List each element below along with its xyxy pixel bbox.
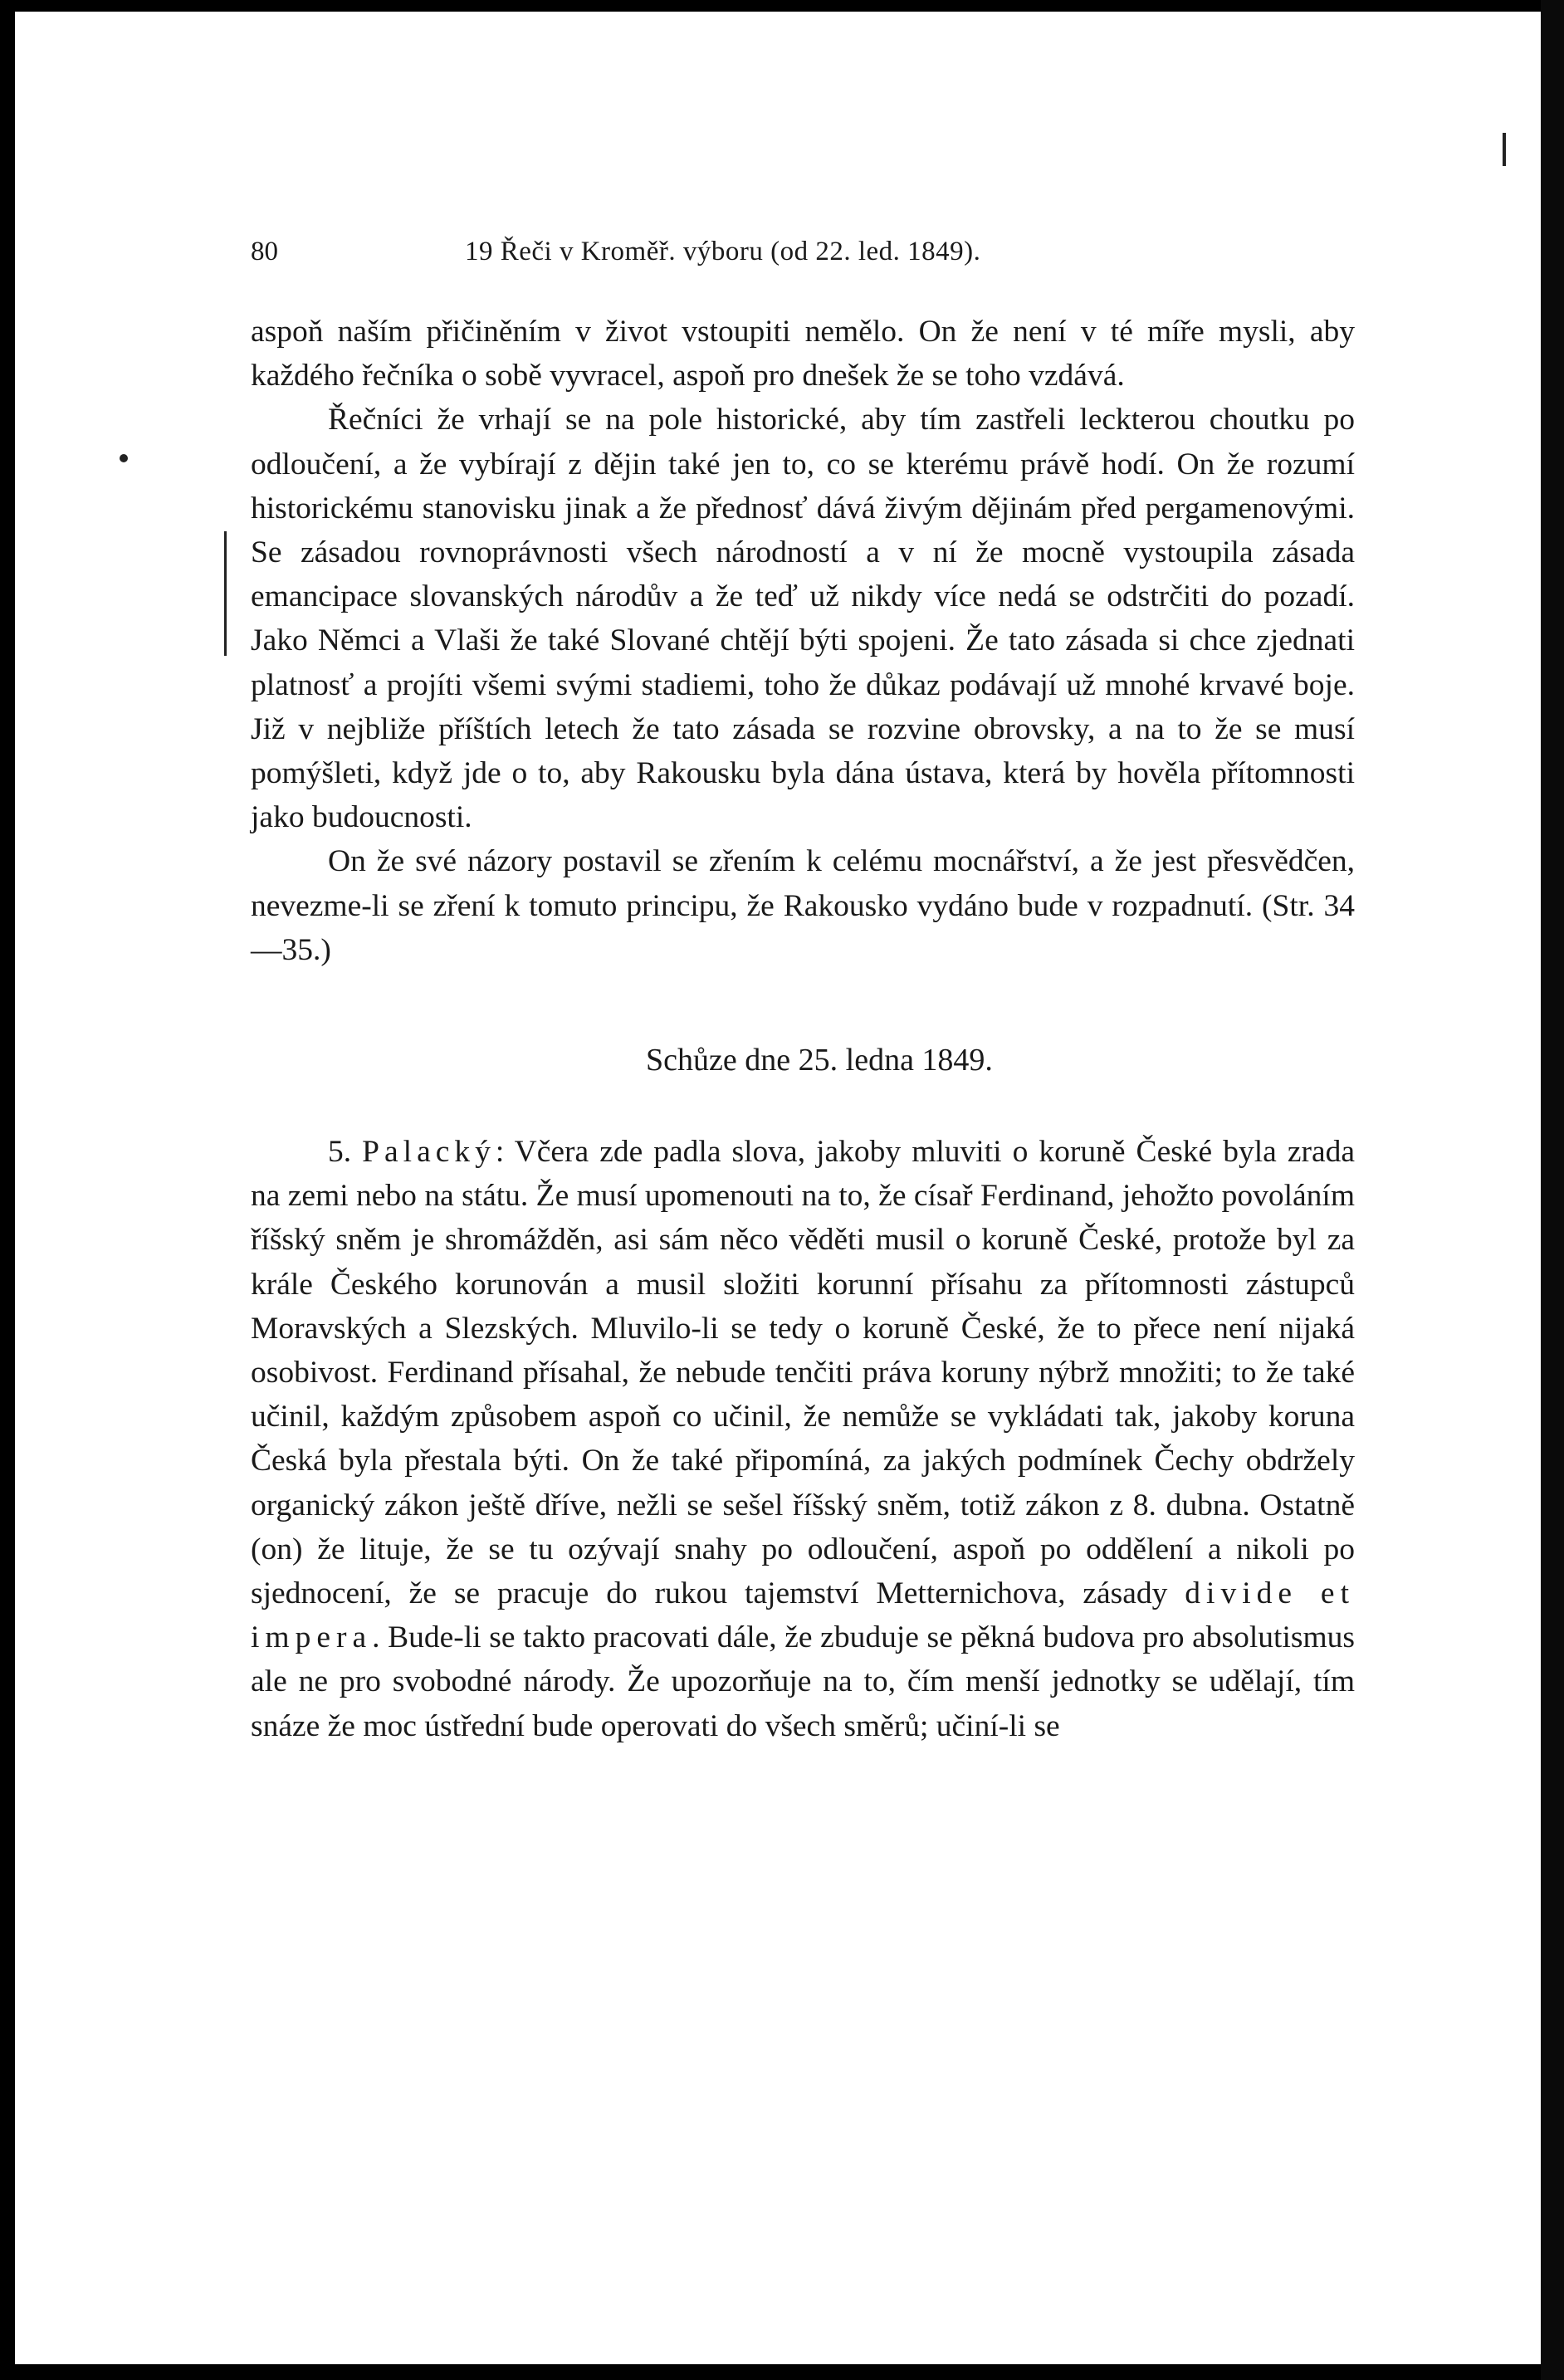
page-header [251,228,1355,278]
running-head: 19 Řeči v Kroměř. výboru (od 22. led. 1849). [465,237,981,266]
speech-number: 5. [328,1135,352,1170]
spaced-phrase: divide et impera [251,1576,1355,1655]
speech-text-part1: : Včera zde padla slova, jakoby mluviti o koruně České byla zrada na zemi nebo na státu. Že musí upomenouti na to, že císař Ferdinand, jehožto povoláním říšský sněm je shromážděn, asi sám něco věděti musil o koruně České, protože byl za krále Českého korunován a musil složiti korunní přísahu za přítomnosti zástupců Moravských a Slezských. Mluvilo-li se tedy o koruně České, že to přece není nijaká osobivost. Ferdinand přísahal, že nebude tenčiti práva koruny nýbrž množiti; to že také učinil, každým způsobem aspoň co učinil, že nemůže se vykládati tak, jakoby koruna Česká byla přestala býti. On že také připomíná, za jakých podmínek Čechy obdržely organický zákon ještě dříve, nežli se sešel říšský sněm, totiž zákon z 8. dubna. Ostatně (on) že lituje, že se tu ozývají snahy po odloučení, aspoň po oddělení a nikoli po sjednocení, že se pracuje do rukou tajemství Metternichova, zásady [251,1135,1356,1611]
speaker-name: Palacký [362,1135,496,1170]
scan-edge [1541,0,1564,2380]
section-heading: Schůze dne 25. ledna 1849. [646,1043,993,1078]
margin-line [224,531,227,656]
page-content [251,228,1355,1748]
margin-line [1503,133,1506,166]
speech-text-part2: . Bude-li se takto pracovati dále, že zbuduje se pěkná budova pro absolutismus ale ne pro svobodné národy. Že upozorňuje na to, čím menší jednotky se udělají, tím snáze že moc ústřední bude operovati do všech směrů; učiní-li se [251,1620,1355,1743]
paragraph-continued: aspoň naším přičiněním v život vstoupiti nemělo. On že není v té míře mysli, aby každého řečníka o sobě vyvracel, aspoň pro dnešek že se toho vzdává. [251,315,1355,393]
page-number: 80 [251,237,278,266]
paragraph-recnici: Řečníci že vrhají se na pole historické, aby tím zastřeli leckterou choutku po odloučení, a že vybírají z dějin také jen to, co se kterému právě hodí. On že rozumí historickému stanovisku jinak a že přednosť dává živým dějinám před pergamenovými. Se zásadou rovnoprávnosti všech národností a v ní že mocně vystoupila zásada emancipace slovanských národův a že teď už nikdy více nedá se odstrčiti do pozadí. Jako Němci a Vlaši že také Slované chtějí býti spojeni. Že tato zásada si chce zjednati platnosť a projíti všemi svými stadiemi, toho že důkaz podávají už mnohé krvavé boje. Již v nejbliže příštích letech že tato zásada se rozvine obrovsky, a na to že se musí pomýšleti, když jde o to, aby Rakousku byla dána ústava, která by hověla přítomnosti jako budoucnosti. [251,403,1355,835]
paragraph-on-ze: On že své názory postavil se zřením k celému mocnářství, a že jest přesvědčen, nevezme-li se zření k tomuto principu, že Rakousko vydáno bude v rozpadnutí. (Str. 34—35.) [251,844,1355,967]
paragraph-palacky [251,1130,1355,1748]
margin-dot [120,454,128,462]
